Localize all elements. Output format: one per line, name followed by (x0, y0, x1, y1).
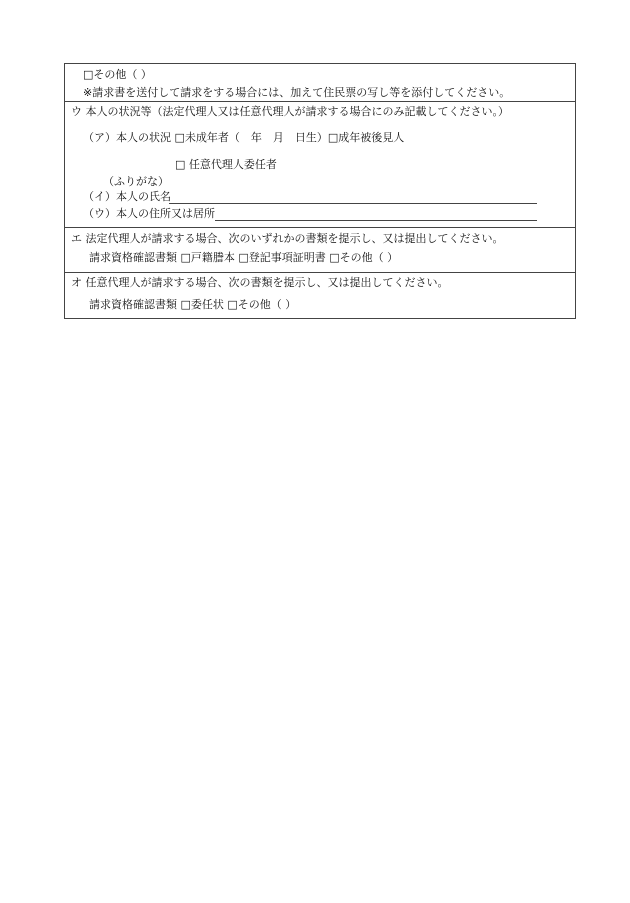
furigana-label: （ふりがな） (103, 175, 169, 188)
person-name-label: （イ）本人の氏名 (83, 190, 171, 203)
section-o (65, 273, 575, 318)
section-u (65, 102, 575, 228)
person-address-label: （ウ）本人の住所又は居所 (83, 207, 215, 220)
section-e-heading: エ 法定代理人が請求する場合、次のいずれかの書類を提示し、又は提出してください。 (71, 232, 504, 245)
section-e (65, 228, 575, 273)
person-address-field[interactable] (215, 220, 537, 221)
section-u-heading: ウ 本人の状況等（法定代理人又は任意代理人が請求する場合にのみ記載してください。） (71, 105, 509, 118)
other-option[interactable]: □その他（ ） (83, 68, 152, 81)
voluntary-agent-documents[interactable]: 請求資格確認書類 □委任状 □その他（ ） (89, 298, 297, 311)
section-i (65, 64, 575, 102)
legal-agent-documents[interactable]: 請求資格確認書類 □戸籍謄本 □登記事項証明書 □その他（ ） (89, 251, 399, 264)
person-name-field[interactable] (169, 203, 537, 204)
request-form-table (64, 63, 576, 319)
attachment-note: ※請求書を送付して請求をする場合には、加えて住民票の写し等を添付してください。 (83, 86, 511, 99)
person-status-line[interactable]: （ア）本人の状況 □未成年者（ 年 月 日生）□成年被後見人 (83, 131, 405, 144)
section-o-heading: オ 任意代理人が請求する場合、次の書類を提示し、又は提出してください。 (71, 276, 449, 289)
agent-principal-option[interactable]: □ 任意代理人委任者 (175, 158, 277, 171)
